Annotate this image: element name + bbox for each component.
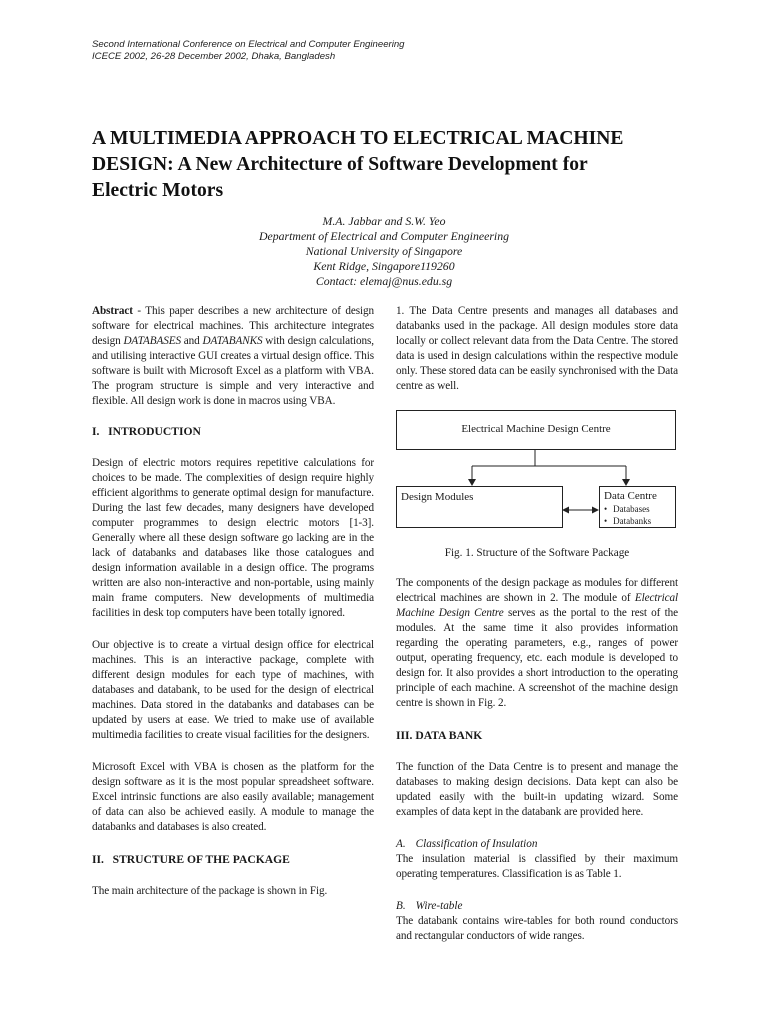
design-centre-label: Electrical Machine Design Centre: [461, 423, 611, 435]
title-line-2: DESIGN: A New Architecture of Software Development for: [92, 154, 588, 175]
figure-1-diagram: [396, 410, 678, 536]
conference-date-location: ICECE 2002, 26-28 December 2002, Dhaka, Bangladesh: [92, 51, 336, 62]
author-department: Department of Electrical and Computer Engineering: [259, 229, 509, 243]
section-heading-introduction: I. INTRODUCTION: [92, 425, 201, 438]
author-university: National University of Singapore: [305, 244, 463, 258]
structure-paragraph-1: The main architecture of the package is shown in Fig.: [92, 885, 328, 897]
data-centre-item-databanks: • Databanks: [604, 515, 651, 527]
abstract-databanks: DATABANKS: [202, 335, 263, 347]
intro-paragraph-2: Our objective is to create a virtual design office for electrical machines. This is an interactive package, complete with different design modules for each type of machines, with databases and databank, to be used for the design of electrical machines. Data stored in the databanks and databases can be updated by users at ease. We tried to make use of available multimedia facilities to create visual facilities for the designers.: [92, 639, 374, 741]
wire-table-paragraph: The databank contains wire-tables for both round conductors and rectangular conductors of wide ranges.: [396, 915, 678, 942]
design-modules-label: Design Modules: [401, 491, 474, 503]
figure-1-caption: Fig. 1. Structure of the Software Package: [444, 547, 630, 559]
intro-paragraph-1: Design of electric motors requires repetitive calculations for choices to be made. The complexities of design require highly efficient algorithms to generate optimal design for manufacture. During the last few decades, many designers have developed computer programmes to design electric motors [1-3]. Generally where all these design software go lacking are in the lack of databanks and databases like those catalogues and design information available in a design office. The programs written are also non-interactive and non-portable, using mainly main frame computers. New developments of multimedia facilities in desk top computers have been totally ignored.: [92, 457, 374, 619]
data-centre-box: [599, 486, 676, 528]
abstract-text-3: with design calculations, and utilising interactive GUI creates a virtual design office. This software is built with Microsoft Excel as a platform with VBA. The program structure is simple and very interactive and flexible. All design work is done in macros using VBA.: [92, 335, 374, 407]
abstract-databases: DATABASES: [123, 335, 181, 347]
left-column: [92, 304, 374, 899]
paper-title: [92, 126, 692, 204]
author-names: M.A. Jabbar and S.W. Yeo: [322, 214, 446, 228]
abstract-text-1: - This paper describes a new architecture of design software for electrical machines. This architecture integrates design: [92, 305, 374, 347]
insulation-paragraph: The insulation material is classified by their maximum operating temperatures. Classification is as Table 1.: [396, 853, 678, 880]
components-module-name: Electrical Machine Design Centre: [396, 592, 678, 619]
abstract: [92, 304, 374, 409]
subsection-b-number: B.: [396, 900, 406, 912]
subsection-b-title: Wire-table: [415, 900, 463, 912]
intro-paragraph-3: Microsoft Excel with VBA is chosen as the platform for the design software as it is the most popular spreadsheet software. Excel intrinsic functions are also easily available; management of data can also be achieved easily. A module to manage the databanks and databases is also created.: [92, 761, 374, 833]
subsection-heading-wire-table: [396, 899, 678, 914]
conference-name: Second International Conference on Electrical and Computer Engineering: [92, 39, 405, 50]
section-heading-structure: II. STRUCTURE OF THE PACKAGE: [92, 853, 290, 866]
author-address: Kent Ridge, Singapore119260: [313, 259, 455, 273]
components-paragraph: [396, 576, 678, 711]
abstract-label: Abstract: [92, 305, 133, 317]
conference-header: [92, 39, 692, 63]
subsection-heading-insulation: [396, 837, 678, 852]
design-modules-box: [396, 486, 563, 528]
design-centre-box: [396, 410, 676, 450]
author-contact: Contact: elemaj@nus.edu.sg: [315, 274, 453, 288]
title-line-1: A MULTIMEDIA APPROACH TO ELECTRICAL MACHINE: [92, 128, 624, 149]
components-text-1: The components of the design package as modules for different electrical machines are shown in 2. The module of: [396, 577, 678, 604]
data-centre-item-databases: • Databases: [604, 503, 651, 515]
section-heading-data-bank: III. DATA BANK: [396, 729, 483, 742]
data-centre-list: [604, 503, 651, 527]
components-text-2: serves as the portal to the rest of the modules. At the same time it also provides information regarding the operating parameters, e.g., ranges of power output, operating frequency, etc. each module is developed to design for. It also provides a short introduction to the operating principle of each machine. A screenshot of the machine design centre is shown in Fig. 2.: [396, 607, 678, 709]
title-line-3: Electric Motors: [92, 180, 224, 201]
subsection-a-number: A.: [396, 838, 406, 850]
right-column: [396, 304, 678, 944]
abstract-text-2: and: [180, 335, 203, 347]
structure-paragraph-continued: 1. The Data Centre presents and manages all databases and databanks used in the package. All design modules store data locally or collect relevant data from the Data Centre. The stored data is used in design calculations within the respective module only. These stored data can be easily synchronised with the Data centre as well.: [396, 305, 678, 392]
author-block: [134, 214, 634, 289]
data-centre-label: Data Centre: [604, 490, 657, 502]
subsection-a-title: Classification of Insulation: [415, 838, 538, 850]
databank-paragraph-1: The function of the Data Centre is to present and manage the databases to making design decisions. Data kept can also be updated easily with the built-in updating wizard. Some examples of data kept in the databank are provided here.: [396, 761, 678, 818]
